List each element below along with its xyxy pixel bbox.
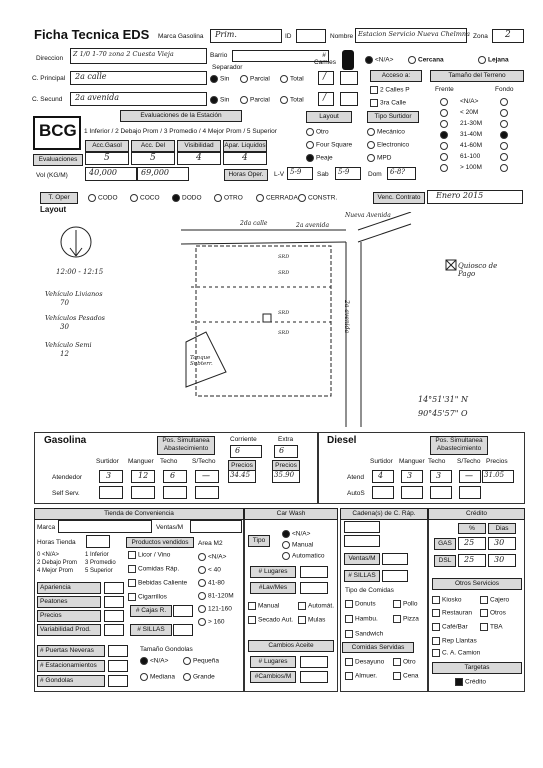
gas-precio-2-field[interactable]: 35.90 <box>272 470 300 483</box>
oper-opt-2[interactable]: DODO <box>172 194 202 202</box>
terreno-opt-1: < 20M <box>460 109 479 116</box>
cs-extra-field[interactable] <box>340 92 358 106</box>
g-opt-pequena[interactable]: Pequeña <box>183 657 219 665</box>
tienda-precios-label: Precios <box>37 610 101 622</box>
diesel-col-4: Precios <box>486 458 508 465</box>
tienda-apariencia-field[interactable] <box>104 582 124 594</box>
chk-desayuno[interactable]: Desayuno <box>345 658 384 666</box>
fondo-radio-2[interactable] <box>500 120 510 128</box>
street-label-1: 2da calle <box>240 220 268 227</box>
layout-note-pesados-count: 30 <box>60 323 69 331</box>
eval-col-1: Acc. Del <box>131 140 175 152</box>
oper-opt-1[interactable]: COCO <box>130 194 160 202</box>
tienda-sillas-field[interactable] <box>173 624 193 636</box>
diesel-at-0[interactable]: 4 <box>372 470 394 483</box>
frente-radio-6[interactable] <box>440 164 450 172</box>
diesel-col-2: Techo <box>428 458 446 465</box>
option-lejana[interactable]: Lejana <box>478 56 509 64</box>
area-opt-0[interactable]: <N/A> <box>198 553 226 561</box>
gas-self-1[interactable] <box>131 486 155 499</box>
dom-field[interactable]: 6-8? <box>387 167 416 180</box>
fondo-radio-4[interactable] <box>500 142 510 150</box>
otros-servicios-title: Otros Servicios <box>432 578 522 590</box>
tienda-marca-field[interactable] <box>58 520 152 533</box>
tam-gondolas-label: Tamaño Gondolas <box>140 646 193 653</box>
id-field[interactable] <box>296 29 326 43</box>
sab-label: Sab <box>317 171 329 178</box>
chk-otro[interactable]: Otro <box>393 658 416 666</box>
diesel-at-2[interactable]: 3 <box>430 470 452 483</box>
extra-label: Extra <box>278 436 294 443</box>
chk-hambu[interactable]: Hambu. <box>345 615 378 623</box>
diesel-auto-2[interactable] <box>430 486 452 499</box>
chk-cena[interactable]: Cena <box>393 672 419 680</box>
chk-otros[interactable]: Otros <box>480 609 506 617</box>
frente-radio-5[interactable] <box>440 153 450 161</box>
marca-field[interactable]: Prim. <box>210 29 282 43</box>
gas-dias-field[interactable]: 30 <box>488 537 516 550</box>
g-opt-mediana[interactable]: Mediana <box>140 673 175 681</box>
frente-radio-3[interactable] <box>440 131 450 139</box>
c-principal-field[interactable]: 2a calle <box>70 71 207 85</box>
frente-radio-2[interactable] <box>440 120 450 128</box>
tipo-comidas-label: Tipo de Comidas <box>345 587 394 594</box>
chk-credito[interactable]: Crédito <box>455 678 486 686</box>
cp-camiles-field[interactable]: / <box>318 71 334 85</box>
chk-cafe[interactable]: Café/Bar <box>432 623 468 631</box>
opt-four-square[interactable]: Four Square <box>306 141 352 149</box>
producto-bebidas[interactable]: Bebidas Caliente <box>128 579 187 587</box>
oper-opt-5[interactable]: CONSTR. <box>298 194 337 202</box>
lv-field[interactable]: 5-9 <box>287 167 313 180</box>
nombre-field[interactable]: Estacion Servicio Nueva Chelmna <box>355 28 467 43</box>
oper-opt-4[interactable]: CERRADA <box>256 194 298 202</box>
opt-peaje[interactable]: Peaje <box>306 154 333 162</box>
frente-radio-4[interactable] <box>440 142 450 150</box>
pump-label-4: SRD <box>278 330 290 336</box>
atendedor-label: Atendedor <box>52 474 82 481</box>
evaluaciones-label: Evaluaciones <box>33 154 83 166</box>
gas-at-0[interactable]: 3 <box>99 470 123 483</box>
tienda-legend-3: 3 Promedio <box>85 560 116 566</box>
horas-tienda-field[interactable] <box>86 535 110 548</box>
cs-sin[interactable]: Sin <box>210 96 229 104</box>
terreno-opt-2: 21-30M <box>460 120 483 127</box>
traffic-light-icon <box>342 50 354 70</box>
acceso-3racalle[interactable]: 3ra Calle <box>370 99 406 107</box>
fondo-label: Fondo <box>495 86 514 93</box>
cp-total[interactable]: Total <box>280 75 304 83</box>
layout-note-time: 12:00 - 12:15 <box>56 268 104 276</box>
comidas-servidas-label: Comidas Servidas <box>342 642 414 653</box>
targetas-title: Targetas <box>432 662 522 674</box>
chk-restauran[interactable]: Restauran <box>432 609 472 617</box>
cambios-title: Cambios Aceite <box>248 640 334 652</box>
cw-opt-auto[interactable]: Automatico <box>282 552 325 560</box>
opt-mpd[interactable]: MPD <box>367 154 391 162</box>
tienda-peatones-label: Peatones <box>37 596 101 608</box>
cp-extra-field[interactable] <box>340 71 358 85</box>
horas-tienda-label: Horas Tienda <box>37 539 76 546</box>
credito-title: Crédito <box>428 508 525 520</box>
cadena-sillas: # SILLAS <box>344 570 380 582</box>
street-label-3: Nueva Avenida <box>345 212 391 219</box>
oper-opt-3[interactable]: OTRO <box>214 194 243 202</box>
street-label-2: 2a avenida <box>296 222 330 229</box>
cw-lav-mes: #Lav/Mes <box>250 582 296 594</box>
frente-radio-0[interactable] <box>440 98 450 106</box>
cw-autom[interactable]: Automát. <box>298 602 334 610</box>
credito-pct: % <box>458 523 486 534</box>
layout-note-livianos: Vehículo Livianos <box>45 290 103 298</box>
tienda-precios-field[interactable] <box>104 610 124 622</box>
tienda-estac-field[interactable] <box>108 660 128 672</box>
eval-col-2: Visibilidad <box>177 140 221 152</box>
gas-self-0[interactable] <box>99 486 123 499</box>
tienda-legend-5: 5 Superior <box>85 568 113 574</box>
cw-opt-na[interactable]: <N/A> <box>282 530 310 538</box>
venc-contrato-field[interactable]: Enero 2015 <box>427 190 523 204</box>
tienda-puertas-label: # Puertas Neveras <box>37 645 105 657</box>
g-opt-na[interactable]: <N/A> <box>140 657 168 665</box>
diesel-precio-field[interactable]: 31.05 <box>482 470 514 483</box>
carwash-tipo: Tipo <box>248 535 270 547</box>
fondo-radio-0[interactable] <box>500 98 510 106</box>
ca-cambios: #Cambios/M <box>250 671 296 683</box>
cadena-field-1[interactable] <box>344 521 380 533</box>
eval-value-0[interactable]: 5 <box>85 152 129 165</box>
tienda-gondolas-field[interactable] <box>108 675 128 687</box>
gas-precios-1: Precios <box>228 460 256 471</box>
eval-value-3[interactable]: 4 <box>223 152 267 165</box>
producto-cigarrillos[interactable]: Cigarrillos <box>128 593 167 601</box>
gas-precio-1-field[interactable]: 34.45 <box>228 470 256 483</box>
chk-kiosko[interactable]: Kiosko <box>432 596 462 604</box>
option-na[interactable]: <N/A> <box>365 56 393 64</box>
marca-label: Marca Gasolina <box>158 33 204 40</box>
gas-self-3[interactable] <box>195 486 219 499</box>
separador-label: Separador <box>212 64 243 71</box>
extra-field[interactable]: 6 <box>274 445 298 458</box>
pump-label-3: SRD <box>278 310 290 316</box>
chk-rep[interactable]: Rep Llantas <box>432 637 477 645</box>
diesel-col-1: Manguer <box>399 458 425 465</box>
credito-gas: GAS <box>434 538 456 550</box>
frente-radio-1[interactable] <box>440 109 450 117</box>
direccion-label: Direccion <box>36 55 64 62</box>
pump-label-1: SRD <box>278 254 290 260</box>
terreno-opt-3: 31-40M <box>460 131 483 138</box>
diesel-auto-3[interactable] <box>459 486 481 499</box>
cadena-title: Cadena(s) de C. Ráp. <box>340 508 428 520</box>
coords-lon: 90°45'57" O <box>418 409 468 418</box>
vol-field-1[interactable]: 40,000 <box>85 167 137 181</box>
form-title: Ficha Tecnica EDS <box>34 27 150 42</box>
camiles-label: # Camles <box>314 52 337 66</box>
gas-self-2[interactable] <box>163 486 187 499</box>
diesel-at-1[interactable]: 3 <box>401 470 423 483</box>
atend-label: Atend <box>347 474 364 481</box>
gas-col-2: Techo <box>160 458 178 465</box>
bcg-logo: BCG <box>33 116 81 150</box>
area-opt-3[interactable]: 81-120M <box>198 592 234 600</box>
tienda-sillas-label: # SILLAS <box>130 624 172 636</box>
cw-secado[interactable]: Secado Aut. <box>248 616 293 624</box>
cw-opt-manual[interactable]: Manual <box>282 541 313 549</box>
area-title: Area M2 <box>198 540 223 547</box>
c-secund-field[interactable]: 2a avenida <box>70 92 207 106</box>
acceso-2calles[interactable]: 2 Calles P <box>370 86 410 94</box>
c-secund-label: C. Secund <box>32 96 63 103</box>
area-opt-5[interactable]: > 160 <box>198 618 224 626</box>
cp-parcial[interactable]: Parcial <box>240 75 270 83</box>
diesel-pos-sim: Pos. Simultanea Abastecimiento <box>430 436 488 455</box>
fondo-radio-6[interactable] <box>500 164 510 172</box>
dsl-dias-field[interactable]: 30 <box>488 554 516 567</box>
g-opt-grande[interactable]: Grande <box>183 673 215 681</box>
cw-mulas[interactable]: Mulas <box>298 616 325 624</box>
terreno-opt-4: 41-60M <box>460 142 483 149</box>
tienda-legend-2: 2 Debajo Prom <box>37 560 78 566</box>
gas-col-3: S/Techo <box>192 458 216 465</box>
diesel-at-3[interactable]: — <box>459 470 481 483</box>
chk-donuts[interactable]: Donuts <box>345 600 376 608</box>
gas-col-0: Surtidor <box>96 458 119 465</box>
layout-note-semi: Vehículo Semi <box>45 341 92 349</box>
diesel-col-0: Surtidor <box>370 458 393 465</box>
cp-sin[interactable]: Sin <box>210 75 229 83</box>
credito-dias: Dias <box>488 523 516 534</box>
diesel-title: Diesel <box>327 435 357 446</box>
gas-at-3[interactable]: — <box>195 470 219 483</box>
pump-label-2: SRD <box>278 270 290 276</box>
cajas-field[interactable] <box>173 605 193 617</box>
t-oper-label: T. Oper <box>40 192 78 204</box>
gas-at-2[interactable]: 6 <box>163 470 187 483</box>
gas-at-1[interactable]: 12 <box>131 470 155 483</box>
eval-value-2[interactable]: 4 <box>177 152 221 165</box>
carwash-title: Car Wash <box>244 508 338 520</box>
tienda-legend-0: 0 <N/A> <box>37 552 60 558</box>
fondo-radio-5[interactable] <box>500 153 510 161</box>
cw-lav-mes-field[interactable] <box>300 582 328 594</box>
producto-licor[interactable]: Licor / Vino <box>128 551 170 559</box>
tank-note: Tanque Subterr. <box>190 355 213 367</box>
sab-field[interactable]: 5-9 <box>335 167 361 180</box>
layout-title: Layout <box>40 205 67 214</box>
opt-mecanico[interactable]: Mecánico <box>367 128 405 136</box>
self-serv-label: Self Serv. <box>52 490 80 497</box>
nombre-label: Nombre <box>330 33 354 40</box>
cadena-ventas: Ventas/M <box>344 553 380 565</box>
oper-opt-0[interactable]: CODO <box>88 194 118 202</box>
id-label: ID <box>285 33 292 40</box>
tipo-surtidor-title: Tipo Surtidor <box>367 111 419 123</box>
cadena-field-2[interactable] <box>344 535 380 547</box>
eval-legend: 1 Inferior / 2 Debajo Prom / 3 Promedio / 4 Mejor Prom / 5 Superior <box>84 128 277 135</box>
vol-label: Vol (KG/M) <box>36 172 68 179</box>
gas-pct-field[interactable]: 25 <box>458 537 486 550</box>
layout-note-semi-count: 12 <box>60 350 69 358</box>
cs-camiles-field[interactable]: / <box>318 92 334 106</box>
eval-col-0: Acc.Gasol <box>85 140 129 152</box>
fondo-radio-1[interactable] <box>500 109 510 117</box>
cw-lugares: # Lugares <box>250 566 296 578</box>
tienda-ventas-field[interactable] <box>190 520 242 533</box>
horas-oper-label: Horas Oper. <box>224 169 268 181</box>
coords-lat: 14°51'31" N <box>418 395 468 404</box>
terreno-opt-6: > 100M <box>460 164 482 171</box>
cs-parcial[interactable]: Parcial <box>240 96 270 104</box>
cw-lugares-field[interactable] <box>300 566 328 578</box>
chk-almuer[interactable]: Almuer. <box>345 672 377 680</box>
c-principal-label: C. Principal <box>32 75 66 82</box>
chk-tba[interactable]: TBA <box>480 623 503 631</box>
tam-terreno-title: Tamaño del Terreno <box>430 70 524 82</box>
tienda-legend-1: 1 Inferior <box>85 552 109 558</box>
fondo-radio-3[interactable] <box>500 131 510 139</box>
frente-label: Frente <box>435 86 454 93</box>
ca-lugares: # Lugares <box>250 656 296 668</box>
street-label-4: 2a avenida <box>343 300 350 334</box>
chk-cajero[interactable]: Cajero <box>480 596 509 604</box>
barrio-label: Barrio <box>210 52 228 59</box>
acceso-title: Acceso a: <box>370 70 422 82</box>
tienda-peatones-field[interactable] <box>104 596 124 608</box>
gas-precios-2: Precios <box>272 460 300 471</box>
layout-note-livianos-count: 70 <box>60 299 69 307</box>
area-opt-4[interactable]: 121-160 <box>198 605 232 613</box>
ca-cambios-field[interactable] <box>300 671 328 683</box>
tienda-puertas-field[interactable] <box>108 645 128 657</box>
tienda-marca-label: Marca <box>37 524 56 531</box>
gas-pos-sim: Pos. Simultanea Abastecimiento <box>157 436 215 455</box>
diesel-col-3: S/Techo <box>457 458 481 465</box>
comente-field[interactable]: 6 <box>230 445 262 458</box>
chk-pizza[interactable]: Pizza <box>393 615 419 623</box>
quiosco-note: Quiosco de Pago <box>458 262 498 278</box>
tienda-variabilidad-field[interactable] <box>104 624 124 636</box>
tienda-gondolas-label: # Gondolas <box>37 675 105 687</box>
evaluaciones-title: Evaluaciones de la Estación <box>120 110 242 122</box>
lv-label: L-V <box>274 171 285 178</box>
gas-col-1: Manguer <box>128 458 154 465</box>
layout-note-pesados: Vehículos Pesados <box>45 314 105 322</box>
opt-otro[interactable]: Otro <box>306 128 329 136</box>
venc-contrato-label: Venc. Contrato <box>373 192 425 204</box>
dom-label: Dom <box>368 171 382 178</box>
vol-field-2[interactable]: 69,000 <box>137 167 189 181</box>
tienda-variabilidad-label: Variabilidad Prod. <box>37 624 101 636</box>
cw-manual[interactable]: Manual <box>248 602 279 610</box>
chk-ca[interactable]: C. A. Camion <box>432 649 480 657</box>
tienda-apariencia-label: Apariencia <box>37 582 101 594</box>
tienda-ventas-label: Ventas/M <box>156 524 184 531</box>
diesel-auto-1[interactable] <box>401 486 423 499</box>
tienda-legend-4: 4 Mejor Prom <box>37 568 74 574</box>
tienda-estac-label: # Estacionamientos <box>37 660 105 672</box>
opt-electronico[interactable]: Electronico <box>367 141 409 149</box>
eval-value-1[interactable]: 5 <box>131 152 175 165</box>
cajas-label: # Cajas R. <box>130 605 172 617</box>
tienda-title: Tienda de Conveniencia <box>34 508 244 520</box>
terreno-opt-5: 61-100 <box>460 153 481 160</box>
productos-title: Productos vendidos <box>126 537 194 548</box>
cadena-sillas-field[interactable] <box>382 570 408 582</box>
dsl-pct-field[interactable]: 25 <box>458 554 486 567</box>
diesel-auto-0[interactable] <box>372 486 394 499</box>
chk-pollo[interactable]: Pollo <box>393 600 417 608</box>
comente-label: Corriente <box>230 436 257 443</box>
terreno-opt-0: <N/A> <box>460 98 479 105</box>
eval-col-3: Apar. Liquidos <box>223 140 267 152</box>
direccion-field[interactable]: Z 1/0 1-70 zona 2 Cuesta Vieja <box>70 48 207 64</box>
cadena-ventas-field[interactable] <box>382 553 408 565</box>
area-opt-2[interactable]: 41-80 <box>198 579 225 587</box>
ca-lugares-field[interactable] <box>300 656 328 668</box>
chk-sandwich[interactable]: Sandwich <box>345 630 383 638</box>
autos-label: AutoS <box>347 490 365 497</box>
cs-total[interactable]: Total <box>280 96 304 104</box>
option-cercana[interactable]: Cercana <box>408 56 444 64</box>
gasolina-title: Gasolina <box>44 435 87 446</box>
layout-button[interactable]: Layout <box>306 111 352 123</box>
zona-field[interactable]: 2 <box>492 29 524 43</box>
area-opt-1[interactable]: < 40 <box>198 566 221 574</box>
producto-comidas[interactable]: Comidas Ráp. <box>128 565 179 573</box>
zona-label: Zona <box>473 33 488 40</box>
credito-dsl: DSL <box>434 555 456 567</box>
